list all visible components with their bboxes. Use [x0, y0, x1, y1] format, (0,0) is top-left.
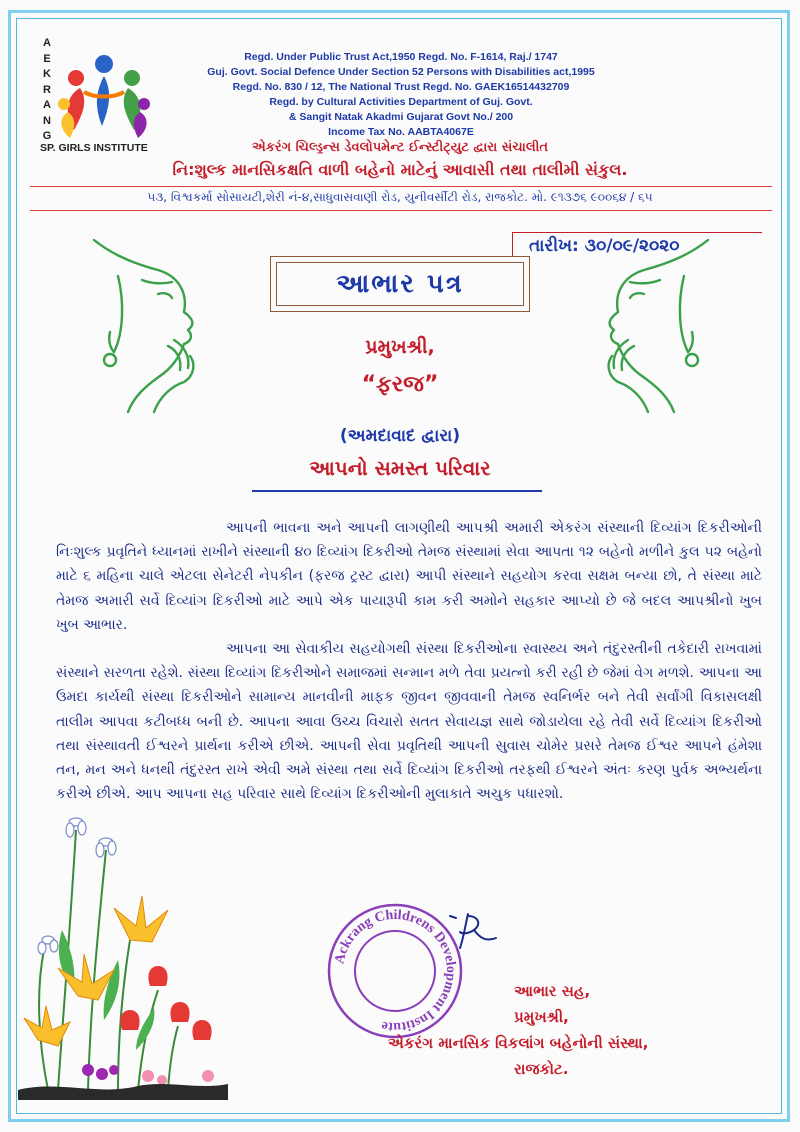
registration-line: Regd. Under Public Trust Act,1950 Regd. No. F-1614, Raj./ 1747: [244, 51, 558, 63]
header-divider: [30, 186, 772, 187]
registration-line: Regd. No. 830 / 12, The National Trust Regd. No. GAEK16514432709: [232, 81, 570, 93]
logo-letter: A: [43, 99, 51, 111]
signature-icon: [446, 908, 506, 958]
logo-letter: K: [43, 68, 51, 80]
logo-letter: N: [43, 114, 51, 127]
body-paragraph: આપની ભાવના અને આપની લાગણીથી આપશ્રી અમારી એકરંગ સંસ્થાની દિવ્યાંગ દિકરીઓની નિઃશુલ્ક પ્રવૃતિને ધ્યાનમાં રાખીને સંસ્થાની ૪૦ દિવ્યાંગ દિકરીઓ તેમજ સંસ્થામાં સેવા આપતા ૧૨ બહેનો મળીને કુલ ૫૨ બહેનો માટે ૬ મહિના ચાલે એટલા સેનેટરી નેપકીન (ફરજ ટ્રસ્ટ દ્વારા) આપી સંસ્થાને સહયોગ કરવા સક્ષમ બન્યા છો, તે સંસ્થા માટે તેમજ અમારી સર્વે દિવ્યાંગ દિકરીઓ માટે આપે એક પાયારૂપી કામ કરી અમોને સહકાર આપ્યો છે જે બદલ આપશ્રીનો ખુબ ખુબ આભાર.: [56, 520, 762, 633]
registration-line: Regd. by Cultural Activities Department of Guj. Govt.: [269, 96, 533, 108]
recipient-family: આપનો સમસ્ત પરિવાર: [309, 456, 491, 480]
letter-title: આભાર પત્ર: [336, 268, 464, 299]
institution-subtitle: નિ:શુલ્ક માનસિકક્ષતિ વાળી બહેનો માટેનું આવાસી તથા તાલીમી સંકુલ.: [172, 160, 628, 179]
signoff-thanks: આભાર સહ,: [514, 982, 591, 1000]
logo-caption: SP. GIRLS INSTITUTE: [40, 142, 148, 154]
signoff-organization: એકરંગ માનસિક વિકલાંગ બહેનોની સંસ્થા,: [388, 1034, 649, 1052]
svg-text:Ackrang Childrens Development: [332, 908, 458, 1034]
signoff-city: રાજકોટ.: [514, 1060, 569, 1078]
registration-line: & Sangit Natak Akadmi Gujarat Govt No./ 200: [288, 111, 514, 123]
flower-decoration-icon: [18, 790, 228, 1100]
recipient-organization: “ફરજ”: [361, 372, 439, 397]
logo-letter: R: [43, 83, 51, 96]
logo-letter: A: [43, 37, 51, 49]
logo-letter: E: [43, 52, 51, 65]
address-line: ૫૩, વિશ્વકર્મા સોસાયટી,શેરી નં-૪,સાધુવાસવાણી રોડ, યુનીવર્સીટી રોડ, રાજકોટ. મો. ૯૧૩૭૬ ૯૦૦૬૪ / ૬૫: [147, 190, 653, 204]
logo-vertical-letters: [40, 38, 54, 142]
recipient-city: (અમદાવાદ દ્વારા): [339, 426, 461, 446]
title-box: [270, 256, 530, 312]
registration-line: Income Tax No. AABTA4067E: [328, 126, 474, 138]
signoff-title: પ્રમુખશ્રી,: [514, 1008, 569, 1026]
logo-letter: G: [42, 130, 52, 142]
aekrang-logo-icon: [54, 46, 154, 142]
registration-line: Guj. Govt. Social Defence Under Section 52 Persons with Disabilities act,1995: [207, 66, 595, 78]
organization-line: એકરંગ ચિલ્ડ્રન્સ ડેવલોપમેન્ટ ઈન્સ્ટીટ્યુટ દ્વારા સંચાલીત: [251, 140, 548, 155]
recipient-underline: [252, 490, 542, 492]
address-divider: [30, 210, 772, 211]
letter-date: તારીખ: ૩૦/૦૯/૨૦૨૦: [512, 232, 762, 256]
aekrang-logo: [40, 38, 160, 156]
institute-stamp-icon: [326, 902, 464, 1040]
recipient-salutation: પ્રમુખશ્રી,: [365, 336, 435, 358]
stamp-text: Ackrang Childrens Development Institute: [332, 907, 459, 1035]
body-paragraph: આપના આ સેવાકીય સહયોગથી સંસ્થા દિકરીઓના સ્વાસ્થ્ય અને તંદુરસ્તીની તકેદારી રાખવામાં સંસ્થાને સરળતા રહેશે. સંસ્થા દિવ્યાંગ દિકરીઓને સમાજમાં સન્માન મળે તેવા પ્રયત્નો કરી રહી છે જેમાં વેગ મળશે. આપના આ ઉમદા કાર્યથી સંસ્થા દિકરીઓને સામાન્ય માનવીની માફક જીવન જીવવાની તેમજ સ્વનિર્ભર બને તેવી સર્વાંગી વિકાસલક્ષી તાલીમ આપવા કટીબધ્ધ બની છે. આપના આવા ઉચ્ચ વિચારો સતત સેવાયજ્ઞ સાથે જોડાયેલા રહે તેવી સર્વે દિવ્યાંગ દિકરીઓ તથા સંસ્થાવતી ઈશ્વરને પ્રાર્થના કરીએ છીએ. આપની સેવા પ્રવૃતિથી આપની સુવાસ ચોમેર પ્રસરે તેમજ ઈશ્વર આપને હંમેશા તન, મન અને ધનથી તંદુરસ્ત રાખે એવી અમે સંસ્થા તથા સર્વે દિવ્યાંગ દિકરીઓ તરફથી ઈશ્વરને અંતઃ કરણ પુર્વક અભ્યર્થના કરીએ છીએ. આપ આપના સહ પરિવાર સાથે દિવ્યાંગ દિકરીઓની મુલાકાતે અચુક પધારશો.: [56, 641, 762, 803]
letter-body: [56, 516, 762, 806]
